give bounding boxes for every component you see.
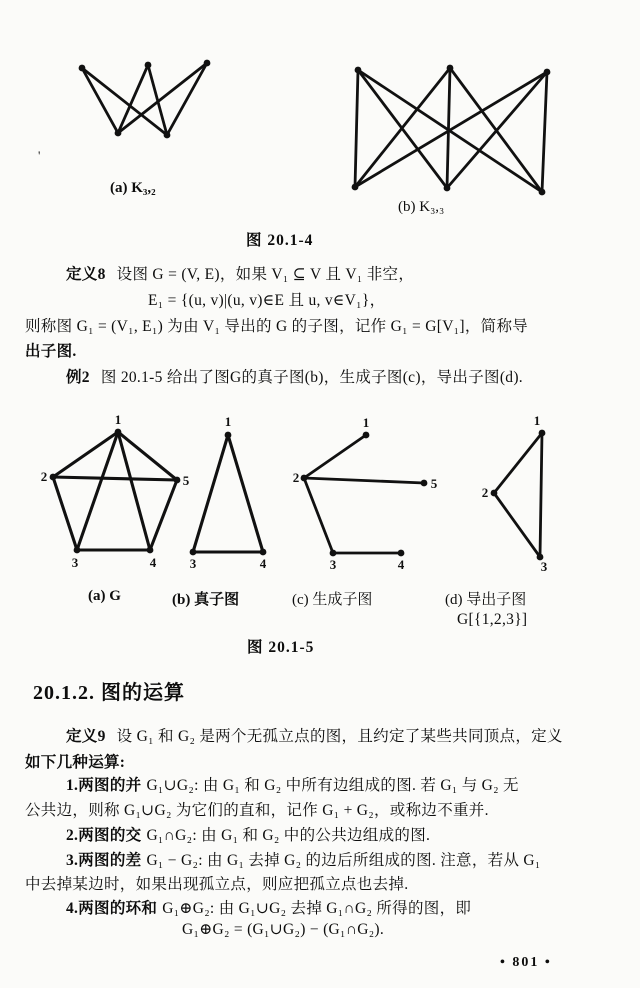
graph-vertex-label: 2 xyxy=(40,469,48,484)
graph-vertex xyxy=(204,60,211,67)
graph-edge xyxy=(148,65,167,135)
graph-vertex xyxy=(355,67,362,74)
graph-vertex-label: 4 xyxy=(259,556,267,571)
graph-vertex-label: 4 xyxy=(397,557,405,572)
list-item-2-line xyxy=(66,823,430,845)
subfigure-label-a: (a) G xyxy=(88,588,121,604)
graph-figure-k33 xyxy=(338,55,558,200)
graph-vertex xyxy=(164,132,171,139)
graph-vertex-label: 3 xyxy=(71,555,79,570)
definition-9-label: 定义9 xyxy=(66,728,106,745)
list-item-3-line-2: 中去掉某边时，如果出现孤立点，则应把孤立点也去掉. xyxy=(25,876,409,893)
list-item-3-text: G₁ − G₂: 由 G₁ 去掉 G₂ 的边后所组成的图. 注意，若从 G₁ xyxy=(146,852,541,869)
graph-edge xyxy=(53,477,177,480)
list-item-4-line xyxy=(66,896,471,918)
graph-vertex xyxy=(421,480,428,487)
graph-edge xyxy=(53,477,77,550)
graph-vertex xyxy=(301,475,308,482)
graph-edge xyxy=(77,432,118,550)
definition-9-text: 设 G₁ 和 G₂ 是两个无孤立点的图，且约定了某些共同顶点，定义 xyxy=(116,728,563,745)
example-2-text: 图 20.1-5 给出了图G的真子图(b)，生成子图(c)，导出子图(d). xyxy=(100,369,523,386)
graph-vertex xyxy=(74,547,81,554)
graph-vertex xyxy=(147,547,154,554)
graph-edge xyxy=(494,493,540,557)
graph-vertex-label: 1 xyxy=(224,414,232,429)
figure-caption-20-1-4: 图 20.1-4 xyxy=(246,232,314,249)
graph-vertex xyxy=(398,550,405,557)
ring-sum-formula: G₁⊕G₂ = (G₁∪G₂) − (G₁∩G₂). xyxy=(182,921,385,938)
example-2-line xyxy=(66,365,523,387)
graph-vertex xyxy=(79,65,86,72)
graph-vertex-label: 3 xyxy=(189,556,197,571)
list-item-1-line-1 xyxy=(66,773,519,795)
graph-edge xyxy=(355,70,358,187)
graph-figure-k32 xyxy=(55,48,225,148)
graph-vertex xyxy=(447,65,454,72)
graph-edge xyxy=(193,435,228,552)
definition-8-label: 定义8 xyxy=(66,266,106,283)
scan-artifact-mark: ' xyxy=(38,148,41,163)
graph-edge xyxy=(82,68,167,135)
graph-edge xyxy=(540,433,542,557)
graph-vertex-label: 2 xyxy=(292,470,300,485)
graph-vertex-label: 4 xyxy=(149,555,157,570)
list-item-2-text: G₁∩G₂: 由 G₁ 和 G₂ 中的公共边组成的图. xyxy=(146,827,431,844)
graph-edge xyxy=(447,68,450,188)
graph-vertex xyxy=(539,189,546,196)
figure-caption-20-1-5: 图 20.1-5 xyxy=(247,639,315,656)
definition-9-line-1 xyxy=(66,724,563,746)
graph-vertex-label: 5 xyxy=(430,476,438,491)
graph-vertex xyxy=(539,430,546,437)
graph-edge xyxy=(542,72,547,192)
list-item-2-label: 2.两图的交 xyxy=(66,827,142,844)
graph-edge xyxy=(447,72,547,188)
graph-figure-spanning-subgraph xyxy=(290,414,442,576)
subfigure-label-c: (c) 生成子图 xyxy=(292,592,373,608)
graph-vertex xyxy=(225,432,232,439)
graph-vertex xyxy=(491,490,498,497)
graph-vertex xyxy=(363,432,370,439)
list-item-4-label: 4.两图的环和 xyxy=(66,900,158,917)
list-item-3-label: 3.两图的差 xyxy=(66,852,142,869)
graph-figure-proper-subgraph xyxy=(182,414,280,576)
graph-vertex-label: 5 xyxy=(182,473,190,488)
graph-edge xyxy=(150,480,177,550)
subfigure-label-d-set: G[{1,2,3}] xyxy=(457,611,528,628)
graph-vertex-label: 3 xyxy=(540,559,548,574)
subfigure-label-d: (d) 导出子图 xyxy=(445,592,527,608)
graph-vertex-label: 1 xyxy=(533,413,541,428)
section-heading-20-1-2: 20.1.2. 图的运算 xyxy=(33,682,185,704)
subfigure-label-b: (b) 真子图 xyxy=(172,592,240,608)
graph-edge xyxy=(118,432,177,480)
definition-8-text: 设图 G = (V, E)，如果 V₁ ⊆ V 且 V₁ 非空， xyxy=(116,266,415,283)
list-item-1-label: 1.两图的并 xyxy=(66,777,142,794)
definition-8-line-4: 出子图. xyxy=(25,343,77,360)
graph-edge xyxy=(53,432,118,477)
graph-edge xyxy=(118,432,150,550)
graph-vertex xyxy=(330,550,337,557)
definition-8-line-1 xyxy=(66,262,414,284)
graph-figure-induced-subgraph xyxy=(478,414,573,576)
graph-vertex xyxy=(115,130,122,137)
graph-edge xyxy=(228,435,263,552)
graph-vertex xyxy=(145,62,152,69)
graph-edge xyxy=(167,63,207,135)
graph-figure-g xyxy=(36,414,194,576)
graph-vertex xyxy=(115,429,122,436)
graph-vertex-label: 1 xyxy=(114,412,122,427)
figure-label-k33: (b) K₃,₃ xyxy=(398,199,445,215)
definition-9-line-2: 如下几种运算: xyxy=(25,754,126,771)
graph-vertex xyxy=(174,477,181,484)
graph-edge xyxy=(494,433,542,493)
definition-8-formula: E₁ = {(u, v)|(u, v)∈E 且 u, v∈V₁}， xyxy=(148,292,386,309)
graph-vertex xyxy=(352,184,359,191)
example-2-label: 例2 xyxy=(66,369,90,386)
graph-vertex-label: 1 xyxy=(362,415,370,430)
graph-vertex-label: 2 xyxy=(481,485,489,500)
list-item-3-line-1 xyxy=(66,848,541,870)
graph-edge xyxy=(304,435,366,478)
definition-8-line-3: 则称图 G₁ = (V₁, E₁) 为由 V₁ 导出的 G 的子图，记作 G₁ = G[V₁]，简称导 xyxy=(25,318,529,335)
graph-vertex xyxy=(50,474,57,481)
list-item-1-line-2: 公共边，则称 G₁∪G₂ 为它们的直和，记作 G₁ + G₂，或称边不重并. xyxy=(25,802,489,819)
graph-vertex xyxy=(444,185,451,192)
graph-edge xyxy=(355,72,547,187)
list-item-4-text: G₁⊕G₂: 由 G₁∪G₂ 去掉 G₁∩G₂ 所得的图，即 xyxy=(162,900,472,917)
graph-vertex-label: 3 xyxy=(329,557,337,572)
graph-edge xyxy=(304,478,333,553)
graph-vertex xyxy=(190,549,197,556)
page-number: • 801 • xyxy=(500,955,552,970)
graph-edge xyxy=(304,478,424,483)
graph-edge xyxy=(82,68,118,133)
figure-label-k32: (a) K₃,₂ xyxy=(110,180,156,196)
graph-vertex xyxy=(260,549,267,556)
list-item-1-text: G₁∪G₂: 由 G₁ 和 G₂ 中所有边组成的图. 若 G₁ 与 G₂ 无 xyxy=(146,777,519,794)
graph-vertex xyxy=(544,69,551,76)
